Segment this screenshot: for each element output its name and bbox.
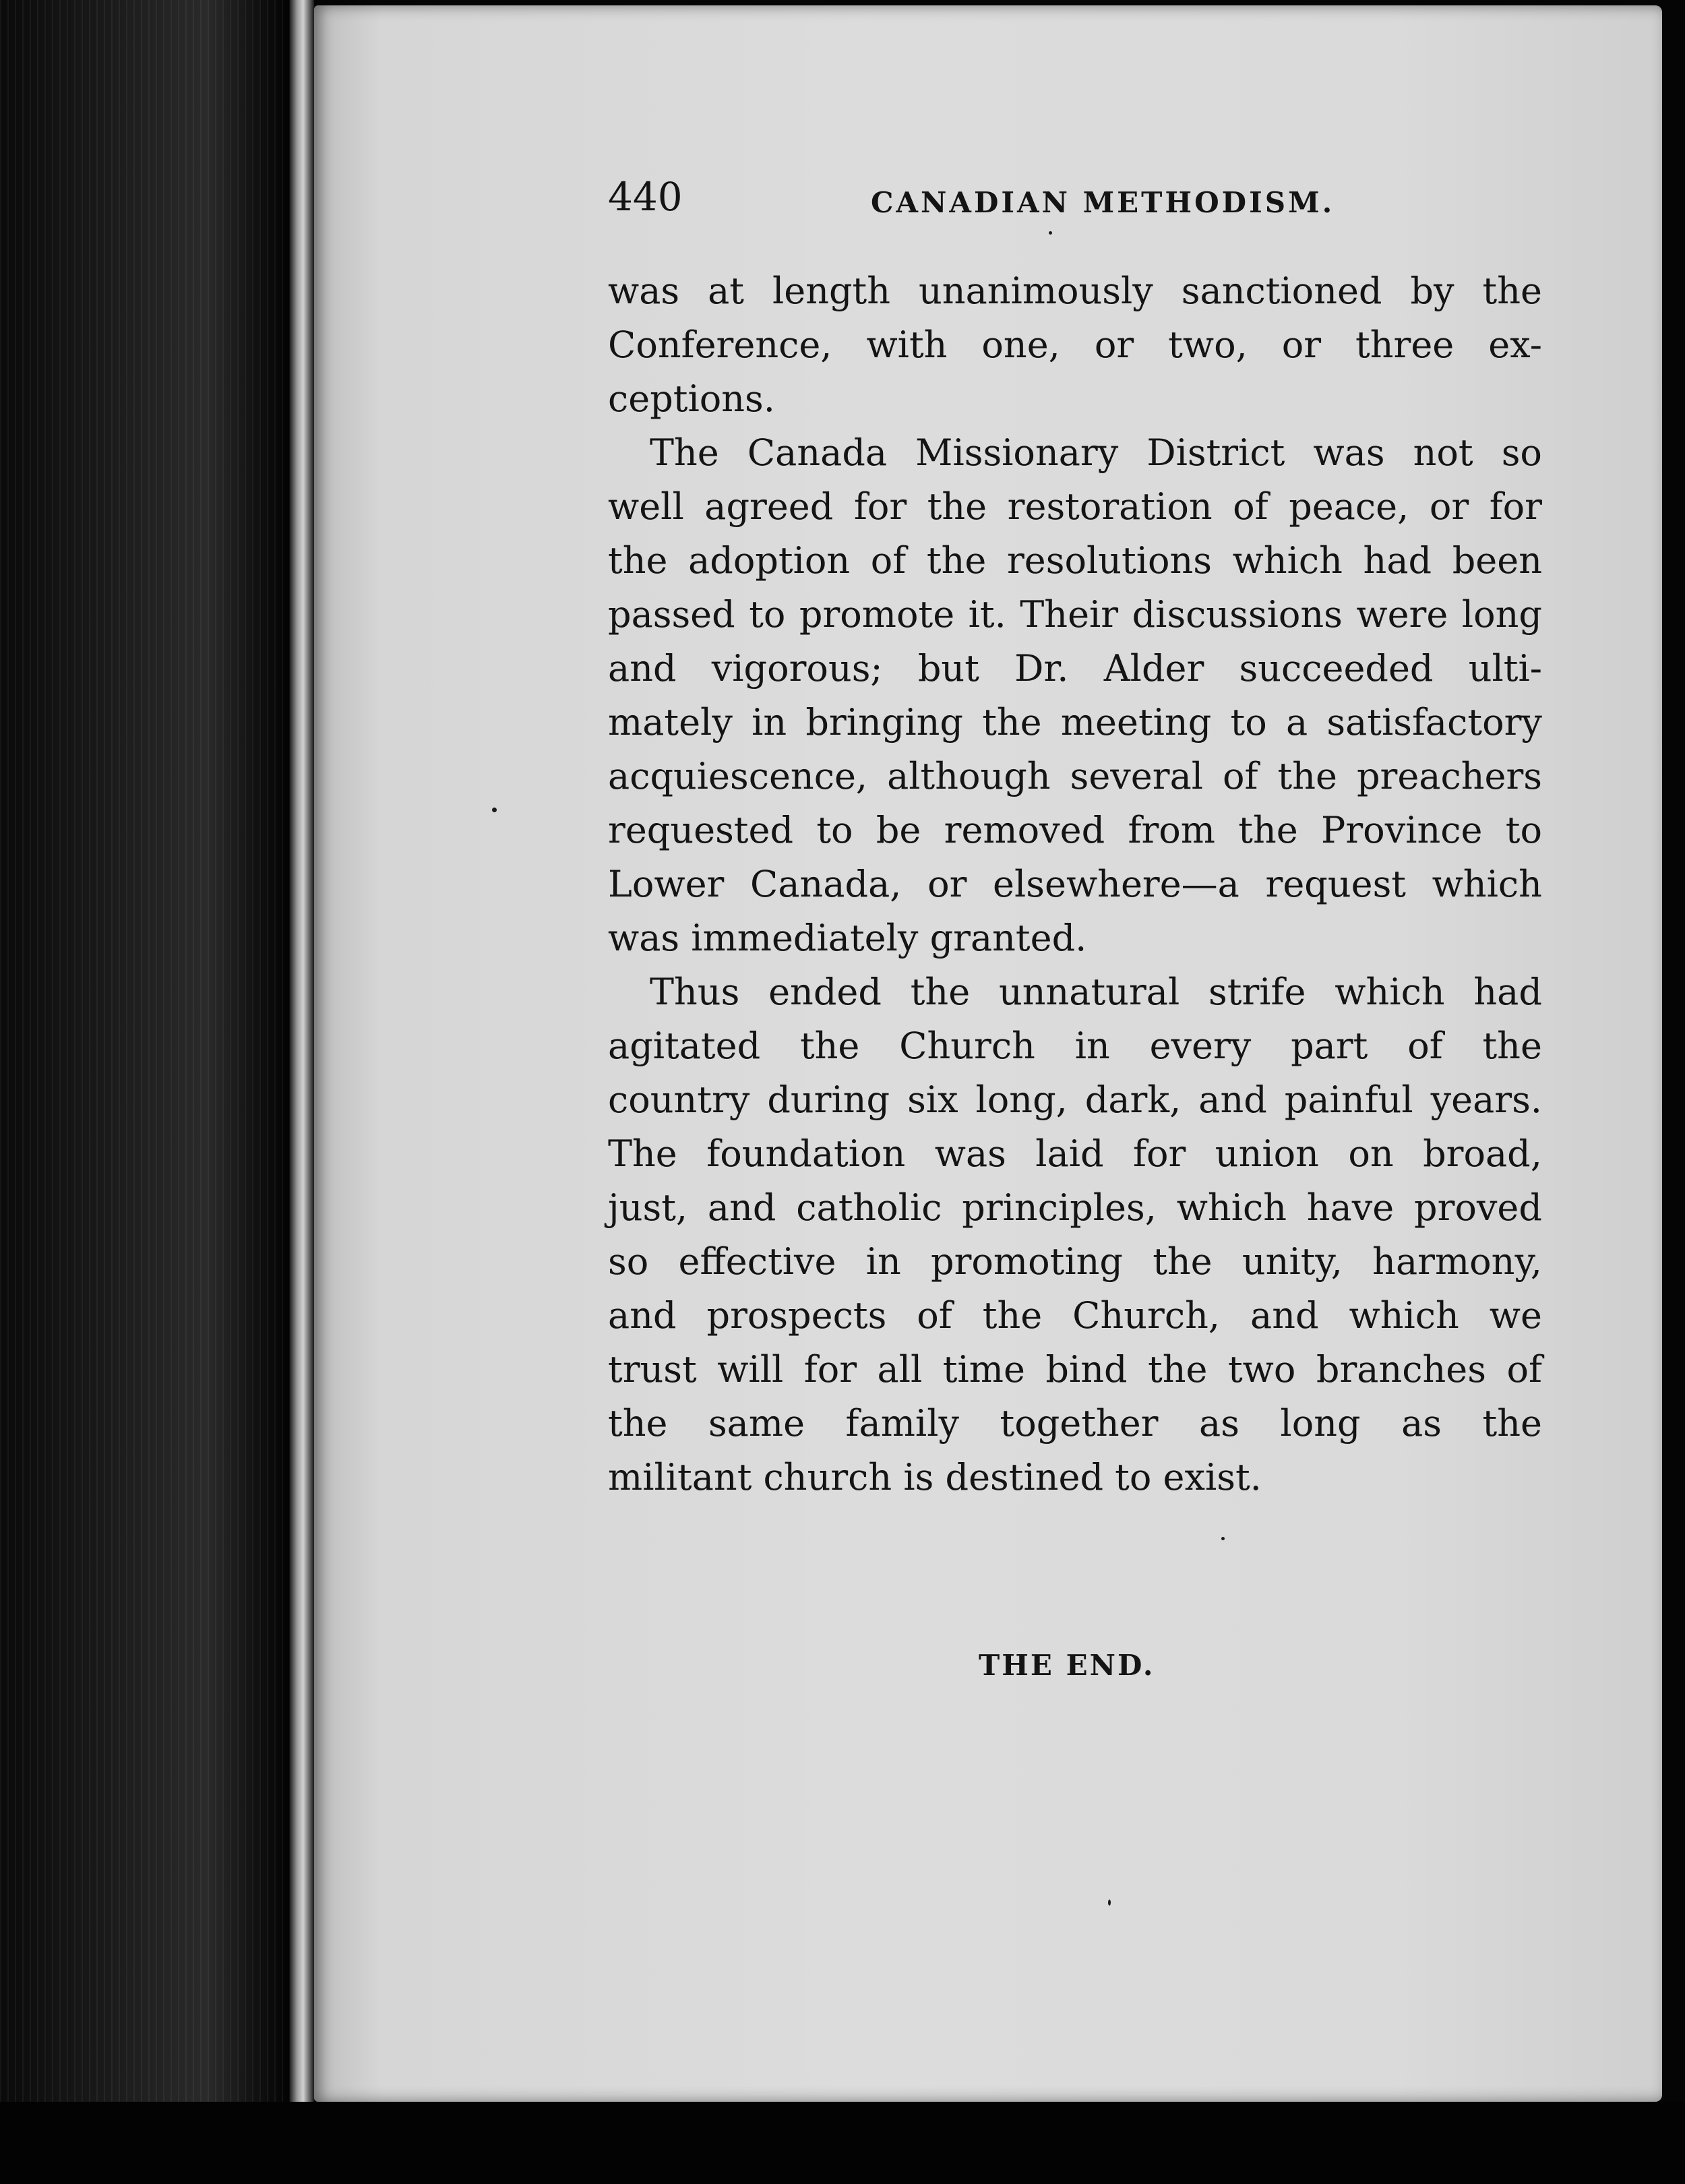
text-line: was immediately granted.: [608, 917, 1087, 959]
text-line: requested to be removed from the Province to: [608, 809, 1542, 851]
text-line: passed to promote it. Their discussions were long: [608, 593, 1542, 636]
text-line: well agreed for the restoration of peace, or for: [608, 485, 1542, 528]
speck: [1221, 1537, 1225, 1540]
text-line: agitated the Church in every part of the: [608, 1025, 1542, 1067]
text-line: militant church is destined to exist.: [608, 1456, 1262, 1498]
end-label: THE END.: [979, 1649, 1155, 1682]
text-line: the same family together as long as the: [608, 1402, 1542, 1445]
text-line: mately in bringing the meeting to a satisfactory: [608, 701, 1542, 744]
text-line: Conference, with one, or two, or three ex-: [608, 324, 1542, 366]
text-line: Lower Canada, or elsewhere—a request which: [608, 863, 1542, 905]
text-line: just, and catholic principles, which have proved: [608, 1186, 1542, 1229]
page-edge: [290, 0, 314, 2184]
running-head: CANADIAN METHODISM.: [871, 186, 1335, 219]
text-line: acquiescence, although several of the preachers: [608, 755, 1542, 797]
text-line: and prospects of the Church, and which we: [608, 1294, 1542, 1337]
text-line: country during six long, dark, and painful years.: [608, 1079, 1542, 1121]
text-line: was at length unanimously sanctioned by the: [608, 270, 1542, 312]
body-text: [608, 264, 1542, 1505]
text-line: so effective in promoting the unity, harmony,: [608, 1240, 1542, 1283]
text-line: trust will for all time bind the two branches of: [608, 1348, 1542, 1391]
text-line: ceptions.: [608, 377, 775, 420]
text-line: the adoption of the resolutions which had been: [608, 539, 1542, 582]
text-line: The foundation was laid for union on broad,: [608, 1132, 1542, 1175]
text-line: Thus ended the unnatural strife which had: [650, 971, 1542, 1013]
text-line: The Canada Missionary District was not so: [650, 431, 1542, 474]
speck: [1049, 231, 1052, 235]
speck: [492, 808, 497, 812]
scan-bottom-margin: [0, 2102, 1685, 2184]
page-number: 440: [608, 174, 683, 220]
book-binding: [0, 0, 297, 2184]
text-line: and vigorous; but Dr. Alder succeeded ulti-: [608, 647, 1542, 690]
speck: [1108, 1900, 1111, 1906]
